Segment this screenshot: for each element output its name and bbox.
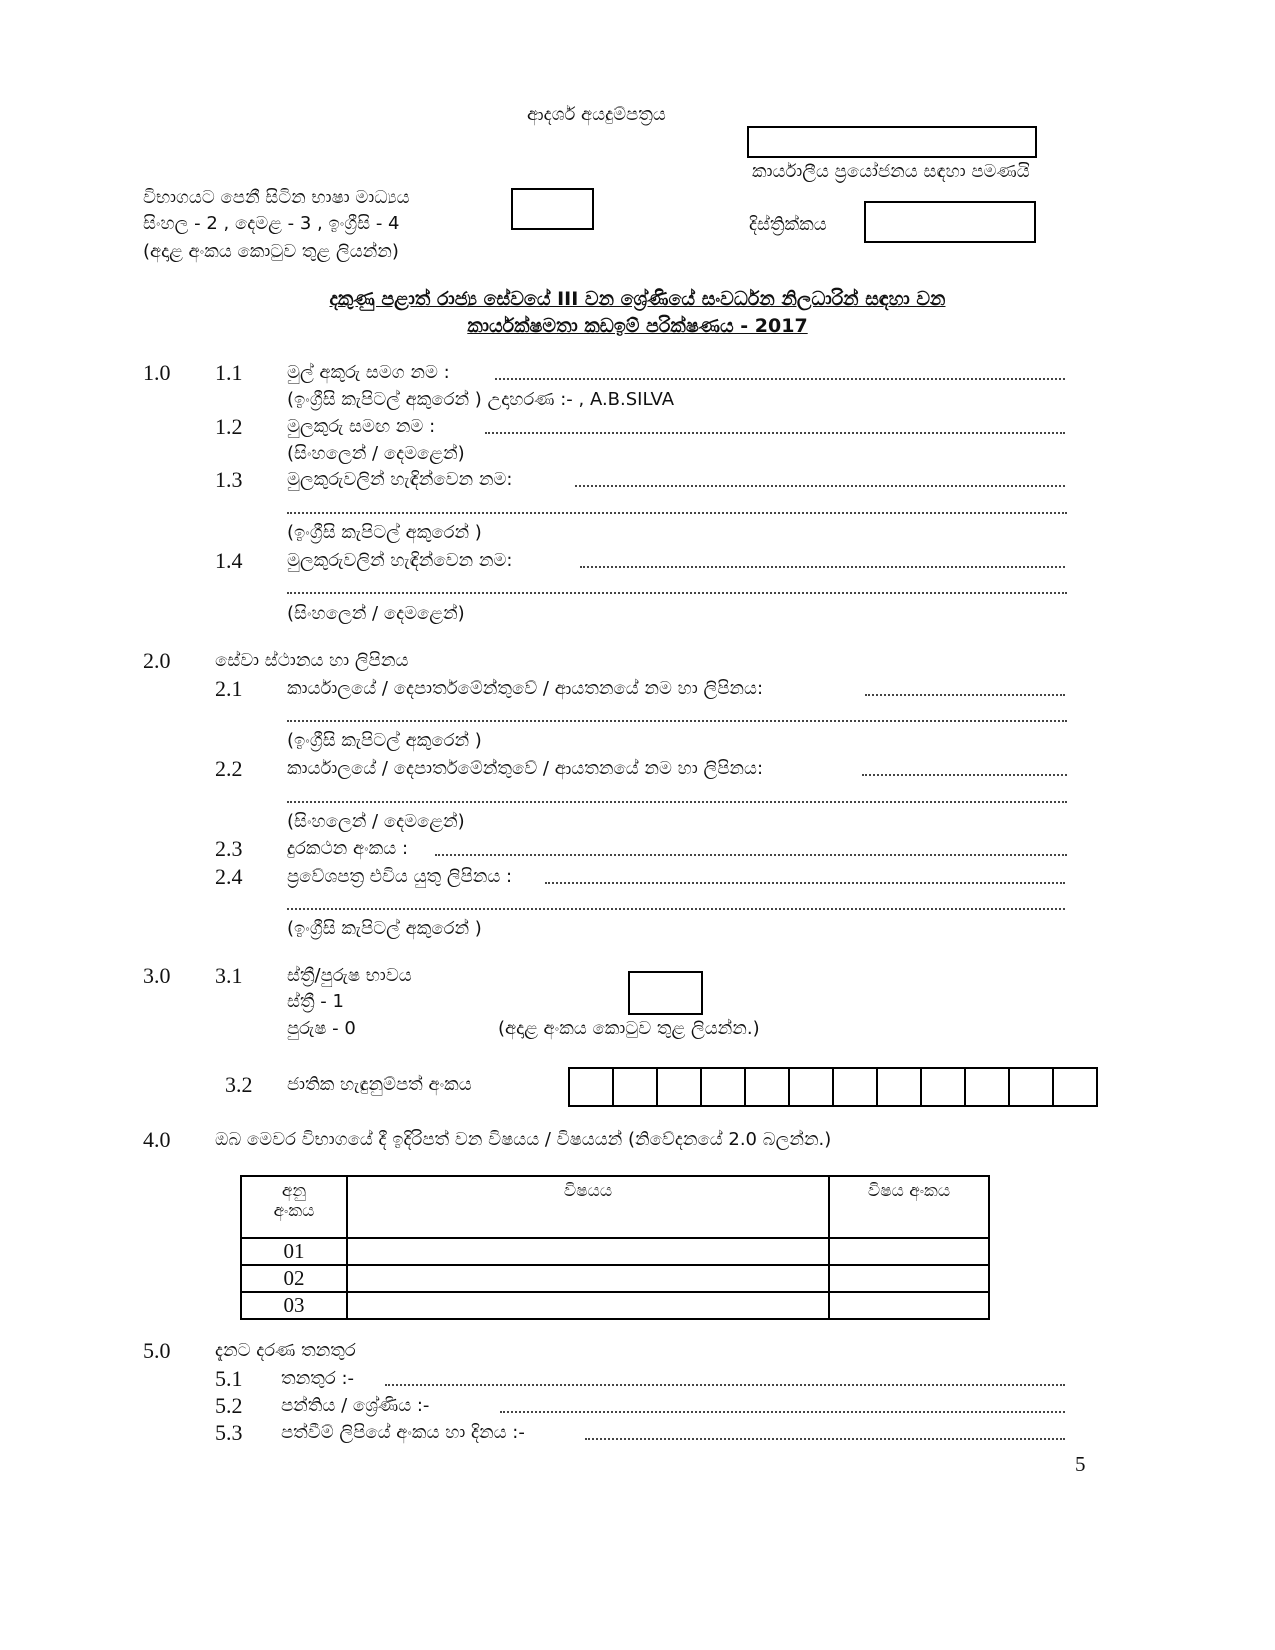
item-5-1-input-line[interactable] — [385, 1384, 1065, 1386]
item-2-2-input-line-2[interactable] — [287, 801, 1067, 803]
item-2-4-label: ප්‍රවේශපත්‍ර එවිය යුතු ලිපිනය : — [287, 866, 513, 887]
gender-label: ස්ත්‍රී/පුරුෂ භාවය — [287, 965, 412, 986]
exam-title-line2: කාර්යක්ෂමතා කඩඉම් පරික්ෂණය - 2017 — [467, 315, 808, 337]
item-3-1-number: 3.1 — [215, 963, 243, 988]
subject-table-header-code: විෂය අංකය — [829, 1176, 989, 1238]
nic-digit-box[interactable] — [569, 1068, 613, 1106]
item-1-3-number: 1.3 — [215, 467, 243, 492]
item-5-2-label: පන්තිය / ශ්‍රේණිය :- — [281, 1395, 430, 1416]
item-2-2-label: කාර්යාලයේ / දෙපාර්තමේන්තුවේ / ආයතනයේ නම හා ලිපිනය: — [287, 758, 764, 779]
row-number: 02 — [241, 1265, 347, 1292]
gender-male-option: පුරුෂ - 0 — [287, 1018, 356, 1039]
item-1-3-input-line[interactable] — [575, 485, 1065, 487]
item-2-2-number: 2.2 — [215, 756, 243, 781]
gender-female-option: ස්ත්‍රී - 1 — [287, 991, 344, 1012]
section-3-number: 3.0 — [143, 963, 171, 988]
item-2-4-input-line-2[interactable] — [287, 908, 1065, 910]
item-2-2-input-line[interactable] — [862, 774, 1067, 776]
subject-table-header-subject: විෂයය — [347, 1176, 829, 1238]
office-use-box[interactable] — [747, 126, 1037, 158]
subject-code-cell[interactable] — [829, 1265, 989, 1292]
table-row — [241, 1238, 989, 1265]
item-3-2-number: 3.2 — [225, 1072, 253, 1097]
nic-digit-box[interactable] — [745, 1068, 789, 1106]
item-5-1-number: 5.1 — [215, 1366, 243, 1391]
nic-digit-box[interactable] — [789, 1068, 833, 1106]
item-1-4-number: 1.4 — [215, 548, 243, 573]
item-2-3-number: 2.3 — [215, 836, 243, 861]
page-number: 5 — [1075, 1452, 1086, 1476]
nic-digit-box[interactable] — [1053, 1068, 1097, 1106]
office-use-label: කාර්යාලීය ප්‍රයෝජනය සඳහා පමණයි — [752, 161, 1030, 182]
item-2-4-input-line[interactable] — [545, 882, 1065, 884]
item-1-3-input-line-2[interactable] — [287, 512, 1067, 514]
table-row — [241, 1265, 989, 1292]
section-4-text: ඔබ මෙවර විභාගයේ දී ඉදිරිපත් වන විෂයය / විෂයයන් (නිවේදනයේ 2.0 බලන්න.) — [215, 1129, 832, 1150]
table-row — [241, 1292, 989, 1319]
subject-cell[interactable] — [347, 1238, 829, 1265]
item-2-1-number: 2.1 — [215, 676, 243, 701]
item-2-3-label: දුරකථන අංකය : — [287, 838, 409, 859]
nic-digit-box[interactable] — [701, 1068, 745, 1106]
item-2-1-note: (ඉංග්‍රීසි කැපිටල් අකුරෙන් ) — [287, 730, 482, 751]
subject-code-cell[interactable] — [829, 1238, 989, 1265]
item-2-3-input-line[interactable] — [435, 854, 1067, 856]
section-2-number: 2.0 — [143, 648, 171, 673]
subject-cell[interactable] — [347, 1265, 829, 1292]
subject-cell[interactable] — [347, 1292, 829, 1319]
section-4-number: 4.0 — [143, 1127, 171, 1152]
nic-input-grid — [568, 1067, 1098, 1107]
index-header-line1: අනු — [281, 1181, 307, 1201]
gender-input-box[interactable] — [628, 971, 703, 1015]
district-input-box[interactable] — [864, 201, 1036, 243]
medium-label: විභාගයට පෙනී සිටින භාෂා මාධ්‍යය — [143, 187, 410, 208]
item-5-2-number: 5.2 — [215, 1393, 243, 1418]
item-1-1-label: මුල් අකුරු සමග නම : — [287, 362, 450, 383]
section-5-heading: දැනට දරණ තනතුර — [215, 1340, 356, 1361]
item-1-3-label: මුලකුරුවලින් හැඳින්වෙන නම: — [287, 469, 513, 490]
row-number: 03 — [241, 1292, 347, 1319]
district-label: දිස්ත්‍රික්කය — [749, 214, 827, 235]
item-1-2-input-line[interactable] — [485, 432, 1065, 434]
nic-digit-box[interactable] — [921, 1068, 965, 1106]
item-1-2-number: 1.2 — [215, 414, 243, 439]
item-1-4-label: මුලකුරුවලින් හැඳින්වෙන නම: — [287, 550, 513, 571]
item-2-4-number: 2.4 — [215, 864, 243, 889]
subject-code-cell[interactable] — [829, 1292, 989, 1319]
section-1-number: 1.0 — [143, 360, 171, 385]
nic-digit-box[interactable] — [877, 1068, 921, 1106]
item-5-3-label: පත්වීම් ලිපියේ අංකය හා දිනය :- — [281, 1422, 525, 1443]
item-1-1-number: 1.1 — [215, 360, 243, 385]
section-2-heading: සේවා ස්ථානය හා ලිපිනය — [215, 650, 409, 671]
item-1-2-note: (සිංහලෙන් / දෙමළෙන්) — [287, 443, 465, 464]
subject-table — [240, 1175, 990, 1320]
gender-note: (අදාළ අංකය කොටුව තුළ ලියන්න.) — [498, 1018, 760, 1039]
nic-digit-box[interactable] — [657, 1068, 701, 1106]
item-1-3-note: (ඉංග්‍රීසි කැපිටල් අකුරෙන් ) — [287, 522, 482, 543]
item-1-4-note: (සිංහලෙන් / දෙමළෙන්) — [287, 603, 465, 624]
nic-label: ජාතික හැඳුනුම්පත් අංකය — [287, 1074, 472, 1095]
nic-digit-box[interactable] — [1009, 1068, 1053, 1106]
item-1-2-label: මුලකුරු සමඟ නම : — [287, 416, 436, 437]
item-1-1-input-line[interactable] — [495, 378, 1065, 380]
row-number: 01 — [241, 1238, 347, 1265]
item-5-2-input-line[interactable] — [500, 1411, 1065, 1413]
index-header-line2: අංකය — [273, 1201, 315, 1221]
nic-digit-box[interactable] — [613, 1068, 657, 1106]
nic-digit-box[interactable] — [833, 1068, 877, 1106]
item-1-4-input-line-2[interactable] — [287, 592, 1067, 594]
item-2-1-label: කාර්යාලයේ / දෙපාර්තමේන්තුවේ / ආයතනයේ නම හා ලිපිනය: — [287, 678, 764, 699]
form-title: ආදර්ශ අයදුම්පත්‍රය — [527, 104, 666, 125]
exam-title-line1: දකුණු පළාත් රාජ්‍ය සේවයේ III වන ශ්‍රේණියේ සංවර්ධන නිලධාරින් සඳහා වන — [329, 288, 946, 310]
item-2-2-note: (සිංහලෙන් / දෙමළෙන්) — [287, 811, 465, 832]
item-5-3-input-line[interactable] — [585, 1438, 1065, 1440]
nic-digit-box[interactable] — [965, 1068, 1009, 1106]
item-2-1-input-line[interactable] — [865, 694, 1065, 696]
item-2-1-input-line-2[interactable] — [287, 720, 1067, 722]
item-1-4-input-line[interactable] — [580, 566, 1065, 568]
medium-options: සිංහල - 2 , දෙමළ - 3 , ඉංග්‍රීසි - 4 — [143, 213, 400, 234]
medium-note: (අදාළ අංකය කොටුව තුළ ලියන්න) — [143, 241, 399, 262]
item-5-3-number: 5.3 — [215, 1420, 243, 1445]
item-1-1-note: (ඉංග්‍රීසි කැපිටල් අකුරෙන් ) උදාහරණ :- , A.B.SILVA — [287, 389, 675, 410]
medium-input-box[interactable] — [511, 188, 594, 230]
item-2-4-note: (ඉංග්‍රීසි කැපිටල් අකුරෙන් ) — [287, 918, 482, 939]
item-5-1-label: තනතුර :- — [281, 1368, 355, 1389]
section-5-number: 5.0 — [143, 1338, 171, 1363]
subject-table-header-index — [241, 1176, 347, 1238]
